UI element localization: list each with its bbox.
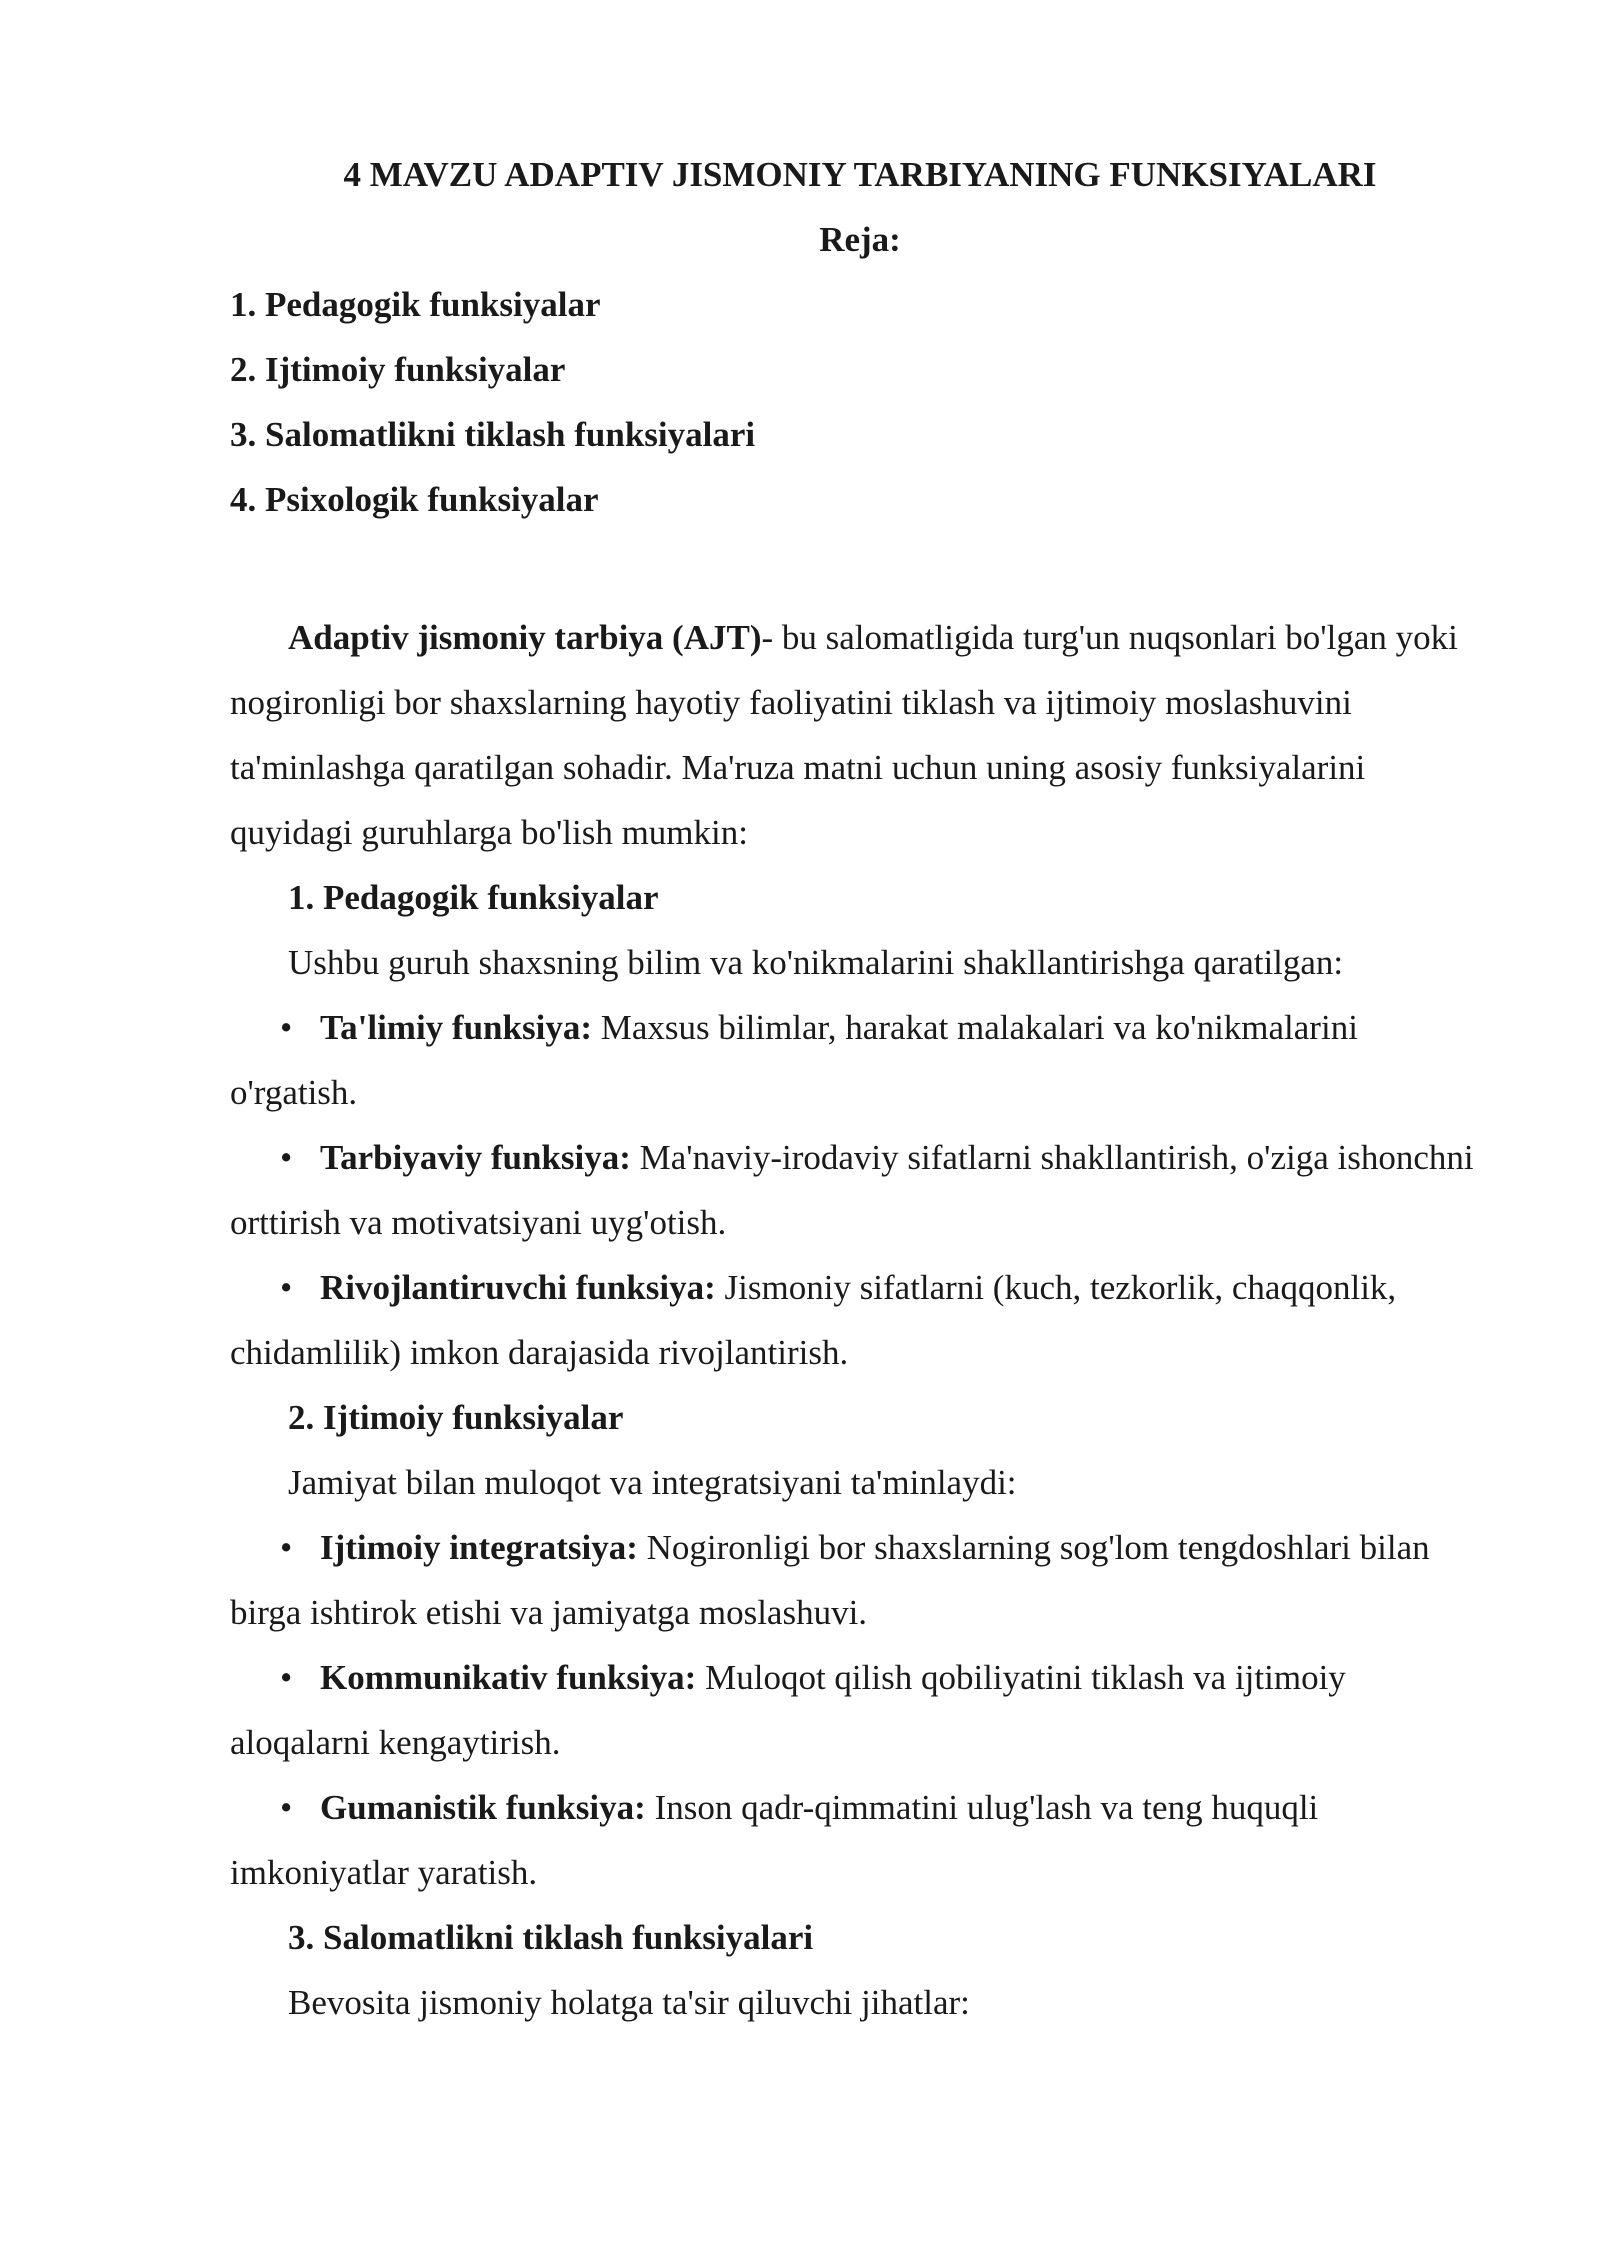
bullet-item [230, 1255, 1490, 1385]
bullet-term: Kommunikativ funksiya: [320, 1658, 697, 1697]
bullet-text: Muloqot qilish qobiliyatini tiklash va ijtimoiy aloqalarni kengaytirish. [230, 1658, 1346, 1762]
bullet-text: Inson qadr-qimmatini ulug'lash va teng huquqli imkoniyatlar yaratish. [230, 1788, 1319, 1892]
section-lead: Bevosita jismoniy holatga ta'sir qiluvchi jihatlar: [288, 1983, 970, 2022]
bullet-term: Gumanistik funksiya: [320, 1788, 646, 1827]
bullet-text: Nogironligi bor shaxslarning sog'lom tengdoshlari bilan birga ishtirok etishi va jamiyatga moslashuvi. [230, 1528, 1430, 1632]
document-body [230, 605, 1490, 2035]
plan-list [230, 280, 755, 540]
bullet-item [230, 1125, 1490, 1255]
bullet-dot-icon: • [280, 1008, 293, 1047]
bullet-item [230, 1645, 1490, 1775]
bullet-term: Ta'limiy funksiya: [320, 1008, 592, 1047]
bullet-text: Ma'naviy-irodaviy sifatlarni shakllantirish, o'ziga ishonchni orttirish va motivatsiyani uyg'otish. [230, 1138, 1474, 1242]
bullet-dot-icon: • [280, 1138, 293, 1177]
section-heading: 3. Salomatlikni tiklash funksiyalari [288, 1918, 814, 1957]
bullet-term: Ijtimoiy integratsiya: [320, 1528, 638, 1567]
bullet-item [230, 1515, 1490, 1645]
bullet-term: Tarbiyaviy funksiya: [320, 1138, 631, 1177]
plan-item: 3. Salomatlikni tiklash funksiyalari [230, 415, 756, 454]
section-heading: 1. Pedagogik funksiyalar [288, 878, 659, 917]
bullet-item [230, 1775, 1490, 1905]
bullet-dot-icon: • [280, 1528, 293, 1567]
plan-item: 4. Psixologik funksiyalar [230, 480, 599, 519]
intro-term: Adaptiv jismoniy tarbiya (AJT) [288, 618, 762, 657]
bullet-dot-icon: • [280, 1788, 293, 1827]
intro-paragraph [230, 605, 1490, 865]
bullet-item [230, 995, 1490, 1125]
plan-item: 2. Ijtimoiy funksiyalar [230, 350, 566, 389]
plan-heading: Reja: [819, 220, 901, 259]
bullet-dot-icon: • [280, 1268, 293, 1307]
section-lead: Ushbu guruh shaxsning bilim va ko'nikmalarini shakllantirishga qaratilgan: [288, 943, 1344, 982]
section-heading: 2. Ijtimoiy funksiyalar [288, 1398, 624, 1437]
bullet-text: Jismoniy sifatlarni (kuch, tezkorlik, chaqqonlik, chidamlilik) imkon darajasida rivojlantirish. [230, 1268, 1397, 1372]
plan-item: 1. Pedagogik funksiyalar [230, 285, 601, 324]
bullet-term: Rivojlantiruvchi funksiya: [320, 1268, 716, 1307]
document-title: 4 MAVZU ADAPTIV JISMONIY TARBIYANING FUNKSIYALARI [343, 155, 1377, 194]
intro-text: - bu salomatligida turg'un nuqsonlari bo'lgan yoki nogironligi bor shaxslarning hayotiy faoliyatini tiklash va ijtimoiy moslashuvini ta'minlashga qaratilgan sohadir. Ma'ruza matni uchun uning asosiy funksiyalarini quyidagi guruhlarga bo'lish mumkin: [230, 618, 1458, 852]
section-lead: Jamiyat bilan muloqot va integratsiyani ta'minlaydi: [288, 1463, 1017, 1502]
bullet-text: Maxsus bilimlar, harakat malakalari va ko'nikmalarini o'rgatish. [230, 1008, 1358, 1112]
bullet-dot-icon: • [280, 1658, 293, 1697]
